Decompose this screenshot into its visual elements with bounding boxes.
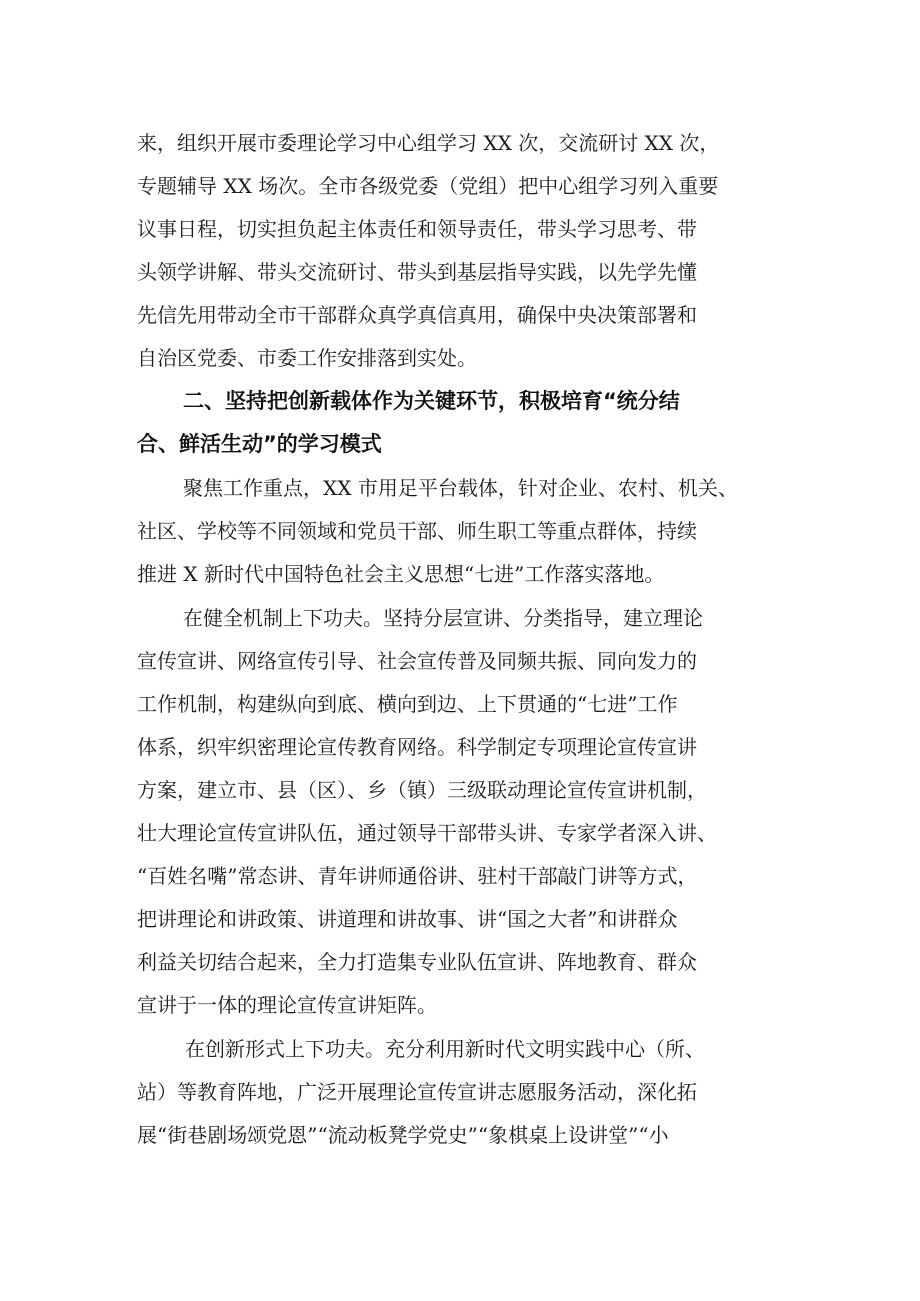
body-text-line: 议事日程，切实担负起主体责任和领导责任，带头学习思考、带 — [137, 217, 697, 241]
body-text-line: 把讲理论和讲政策、讲道理和讲故事、讲“国之大者”和讲群众 — [137, 907, 678, 931]
body-text-line: 来，组织开展市委理论学习中心组学习 XX 次，交流研讨 XX 次， — [137, 131, 720, 155]
body-text-line: 壮大理论宣传宣讲队伍，通过领导干部带头讲、专家学者深入讲、 — [137, 821, 717, 845]
body-text-line: 头领学讲解、带头交流研讨、带头到基层指导实践，以先学先懂 — [137, 260, 697, 284]
body-text-line: 推进 X 新时代中国特色社会主义思想“七进”工作落实落地。 — [137, 562, 665, 586]
body-text-line: 聚焦工作重点，XX 市用足平台载体，针对企业、农村、机关、 — [183, 476, 738, 500]
body-text-line: 自治区党委、市委工作安排落到实处。 — [137, 346, 477, 370]
body-text-line: 在健全机制上下功夫。坚持分层宣讲、分类指导，建立理论 — [183, 606, 703, 630]
body-text-line: 体系，织牢织密理论宣传教育网络。科学制定专项理论宣传宣讲 — [137, 735, 697, 759]
body-text-line: 工作机制，构建纵向到底、横向到边、上下贯通的“七进”工作 — [137, 692, 678, 716]
body-text-line: 社区、学校等不同领域和党员干部、师生职工等重点群体，持续 — [137, 519, 697, 543]
body-text-line: “百姓名嘴”常态讲、青年讲师通俗讲、驻村干部敲门讲等方式， — [137, 864, 698, 888]
body-text-line: 利益关切结合起来，全力打造集专业队伍宣讲、阵地教育、群众 — [137, 950, 697, 974]
body-text-line: 宣讲于一体的理论宣传宣讲矩阵。 — [137, 993, 437, 1017]
body-text-line: 展“街巷剧场颂党恩”“流动板凳学党史”“象棋桌上设讲堂”“小 — [137, 1123, 669, 1147]
section-heading: 合、鲜活生动”的学习模式 — [137, 432, 382, 456]
body-text-line: 宣传宣讲、网络宣传引导、社会宣传普及同频共振、同向发力的 — [137, 649, 697, 673]
body-text-line: 在创新形式上下功夫。充分利用新时代文明实践中心（所、 — [185, 1037, 705, 1061]
body-text-line: 专题辅导 XX 场次。全市各级党委（党组）把中心组学习列入重要 — [137, 174, 719, 198]
body-text-line: 先信先用带动全市干部群众真学真信真用，确保中央决策部署和 — [137, 303, 697, 327]
body-text-line: 站）等教育阵地，广泛开展理论宣传宣讲志愿服务活动，深化拓 — [137, 1080, 697, 1104]
body-text-line: 方案，建立市、县（区）、乡（镇）三级联动理论宣传宣讲机制， — [137, 778, 707, 802]
section-heading: 二、坚持把创新载体作为关键环节，积极培育“统分结 — [183, 389, 680, 413]
